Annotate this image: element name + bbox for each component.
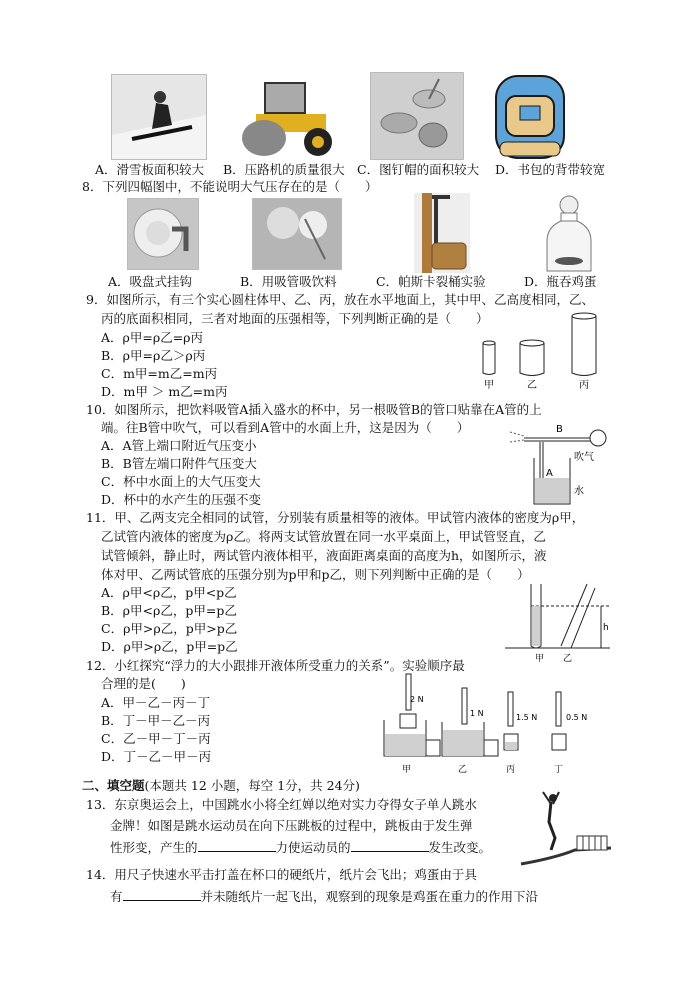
q8-stem: 8．下列四幅图中，不能说明大气压存在的是（ ） [82, 179, 378, 194]
reading-1: 2 N [410, 695, 424, 704]
q8-option-a: A．吸盘式挂钩 [108, 274, 193, 289]
q8-option-d: D．瓶吞鸡蛋 [524, 274, 597, 289]
q9-option-a: A．ρ甲=ρ乙=ρ丙 [101, 330, 204, 345]
label-jia: 甲 [535, 654, 545, 664]
straw-drink-icon [253, 199, 341, 269]
label-bing: 丙 [579, 380, 589, 391]
label-yi: 乙 [527, 380, 537, 391]
label-ding: 丁 [554, 765, 564, 775]
q9-line2: 丙的底面积相同，三者对地面的压强相等，下列判断正确的是（ ） [101, 311, 489, 326]
q7-option-b: B．压路机的质量很大 [223, 162, 345, 177]
q8-option-c: C．帕斯卡裂桶实验 [376, 274, 486, 289]
label-h: h [603, 623, 609, 633]
q11-line3: 试管倾斜，静止时，两试管内液体相平，液面距离桌面的高度为h，如图所示，液 [101, 548, 547, 563]
straw-drink-photo [252, 198, 342, 270]
q14-line1: 14．用尺子快速水平击打盖在杯口的硬纸片，纸片会飞出；鸡蛋由于具 [86, 867, 477, 882]
section-2-title: 二、填空题 [82, 778, 145, 793]
q11-option-a: A．ρ甲<ρ乙，p甲<p乙 [101, 585, 237, 600]
section-2-note: (本题共 12 小题，每空 1分，共 24分) [144, 778, 360, 793]
diver-springboard-diagram [515, 790, 615, 866]
road-roller-photo [236, 72, 344, 162]
q11-option-d: D．ρ甲>ρ乙，p甲=p乙 [101, 639, 238, 654]
road-roller-icon [236, 72, 344, 162]
q13-line2: 金牌！如图是跳水运动员在向下压跳板的过程中，跳板由于发生弹 [110, 818, 473, 833]
q10-option-a: A．A管上端口附近气压变小 [101, 438, 257, 453]
thumbtack-icon [371, 73, 463, 159]
q9-option-b: B．ρ甲=ρ乙＞ρ丙 [101, 348, 206, 363]
q14-line2 [110, 888, 538, 905]
q13-line3 [110, 839, 491, 856]
q11-line2: 乙试管内液体的密度为ρ乙。将两支试管放置在同一水平桌面上，甲试管竖直，乙 [101, 529, 546, 544]
q11-line4: 体对甲、乙两试管底的压强分别为p甲和p乙，则下列判断中正确的是（ ） [101, 567, 530, 582]
q13-text-a: 性形变，产生的 [110, 840, 198, 855]
q10-option-b: B．B管左端口附件气压变大 [101, 456, 257, 471]
suction-hook-icon [128, 199, 198, 269]
q12-option-d: D．丁－乙－甲－丙 [101, 749, 212, 764]
label-yi: 乙 [458, 765, 468, 775]
straw-cup-diagram [510, 418, 610, 510]
label-yi: 乙 [563, 654, 573, 664]
buoyancy-experiment-diagram [380, 672, 610, 778]
egg-bottle-photo [541, 195, 597, 273]
q9-line1: 9．如图所示，有三个实心圆柱体甲、乙、丙，放在水平地面上，其中甲、乙高度相同，乙、 [86, 292, 594, 307]
q10-line2: 端。往B管中吹气，可以看到A管中的水面上升，这是因为（ ） [101, 420, 470, 435]
q12-line2: 合理的是( ) [101, 676, 186, 691]
snowboarder-icon [112, 75, 206, 159]
reading-2: 1 N [470, 709, 484, 718]
q13-blank-1[interactable] [198, 839, 276, 852]
snowboard-photo [111, 74, 207, 160]
schoolbag-photo [480, 66, 580, 162]
q9-option-d: D．m甲 ＞ m乙=m丙 [101, 384, 228, 399]
reading-4: 0.5 N [566, 713, 588, 722]
q8-option-b: B．用吸管吸饮料 [240, 274, 337, 289]
pascal-barrel-photo [414, 193, 470, 273]
label-blow: 吹气 [574, 452, 594, 463]
q11-option-c: C．ρ甲>ρ乙，p甲>p乙 [101, 621, 238, 636]
q12-option-b: B．丁－甲－乙－丙 [101, 713, 211, 728]
cylinders-diagram [470, 308, 610, 394]
q14-text-a: 有 [110, 889, 123, 904]
q7-option-a: A．滑雪板面积较大 [95, 162, 205, 177]
reading-3: 1.5 N [516, 713, 538, 722]
q10-option-d: D．杯中的水产生的压强不变 [101, 492, 262, 507]
q10-line1: 10．如图所示，把饮料吸管A插入盛水的杯中，另一根吸管B的管口贴靠在A管的上 [86, 402, 542, 417]
q13-text-c: 发生改变。 [428, 840, 492, 855]
q13-text-b: 力使运动员的 [275, 840, 351, 855]
thumbtack-photo [370, 72, 464, 160]
q13-line1: 13．东京奥运会上，中国跳水小将全红婵以绝对实力夺得女子单人跳水 [86, 797, 477, 812]
label-a: A [546, 468, 553, 479]
q14-text-b: 并未随纸片一起飞出，观察到的现象是鸡蛋在重力的作用下沿 [200, 889, 539, 904]
label-water: 水 [574, 486, 584, 497]
q11-line1: 11．甲、乙两支完全相同的试管，分别装有质量相等的液体。甲试管内液体的密度为ρ甲， [86, 510, 585, 525]
q7-option-d: D．书包的背带较宽 [495, 162, 606, 177]
section-2-heading [82, 778, 360, 794]
barrel-icon [414, 193, 470, 273]
test-tubes-diagram [505, 580, 615, 664]
q13-blank-2[interactable] [351, 839, 429, 852]
q7-option-c: C．图钉帽的面积较大 [357, 162, 480, 177]
backpack-icon [480, 66, 580, 162]
label-bing: 丙 [506, 765, 516, 775]
q14-blank-1[interactable] [123, 888, 201, 901]
q11-option-b: B．ρ甲<ρ乙，p甲=p乙 [101, 603, 237, 618]
label-jia: 甲 [484, 380, 494, 391]
q12-option-a: A．甲－乙－丙－丁 [101, 695, 211, 710]
q10-option-c: C．杯中水面上的大气压变大 [101, 474, 261, 489]
label-b: B [556, 424, 563, 435]
bottle-egg-icon [541, 195, 597, 273]
suction-hook-photo [127, 198, 199, 270]
q9-option-c: C．m甲=m乙=m丙 [101, 366, 218, 381]
label-jia: 甲 [402, 765, 412, 775]
q12-line1: 12．小红探究“浮力的大小跟排开液体所受重力的关系”。实验顺序最 [86, 658, 465, 673]
q12-option-c: C．乙－甲－丁－丙 [101, 731, 211, 746]
